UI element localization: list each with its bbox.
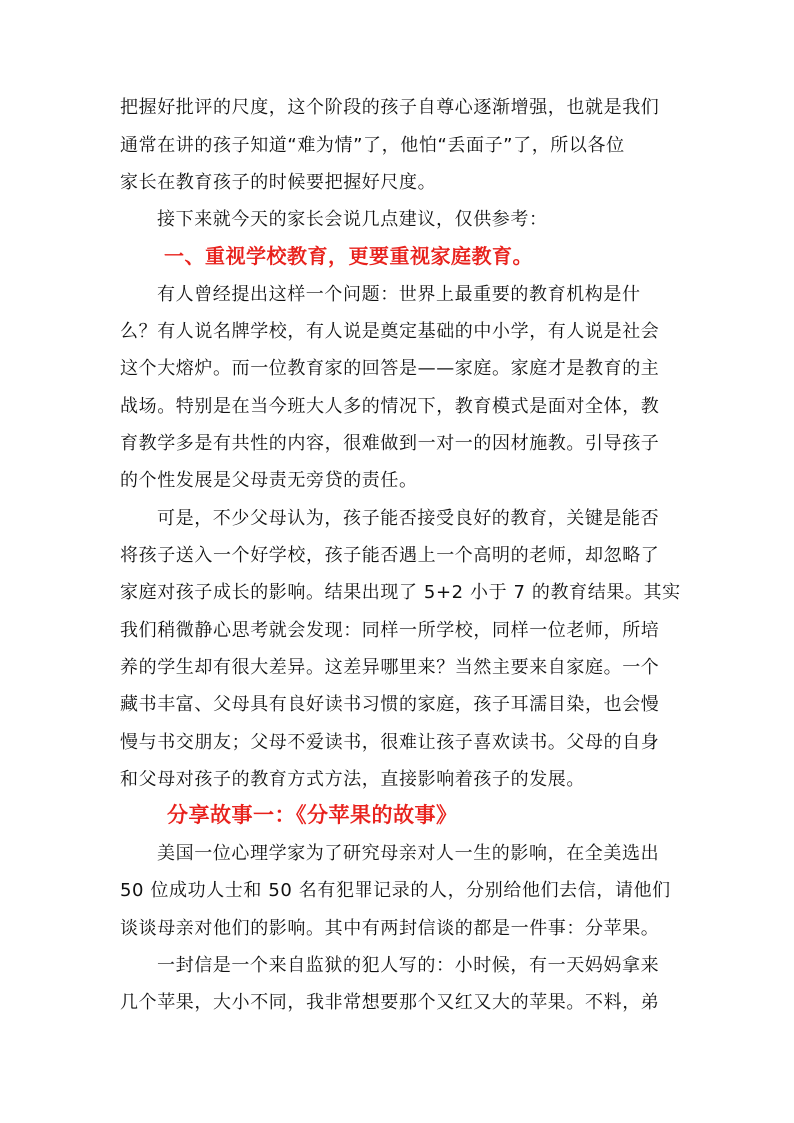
text-line: 几个苹果，大小不同，我非常想要那个又红又大的苹果。不料，弟 [120, 992, 660, 1013]
text-line: 战场。特别是在当今班大人多的情况下，教育模式是面对全体，教 [120, 396, 660, 417]
text-line: 育教学多是有共性的内容，很难做到一对一的因材施教。引导孩子 [120, 433, 660, 454]
text-line: 么？有人说名牌学校，有人说是奠定基础的中小学，有人说是社会 [120, 321, 660, 342]
text-line: 把握好批评的尺度，这个阶段的孩子自尊心逐渐增强，也就是我们 [120, 97, 660, 118]
text-line: 藏书丰富、父母具有良好读书习惯的家庭，孩子耳濡目染，也会慢 [120, 694, 660, 715]
text-line: 有人曾经提出这样一个问题：世界上最重要的教育机构是什 [157, 284, 641, 305]
text-line: 将孩子送入一个好学校，孩子能否遇上一个高明的老师，却忽略了 [120, 545, 660, 566]
text-line: 可是，不少父母认为，孩子能否接受良好的教育，关键是能否 [157, 508, 660, 529]
text-line: 家庭对孩子成长的影响。结果出现了 5+2 小于 7 的教育结果。其实 [120, 582, 681, 603]
text-line: 美国一位心理学家为了研究母亲对人一生的影响，在全美选出 [157, 843, 660, 864]
text-line: 慢与书交朋友；父母不爱读书，很难让孩子喜欢读书。父母的自身 [120, 732, 660, 753]
text-line: 家长在教育孩子的时候要把握好尺度。 [120, 172, 437, 193]
text-line: 和父母对孩子的教育方式方法，直接影响着孩子的发展。 [120, 769, 585, 790]
text-line: 这个大熔炉。而一位教育家的回答是——家庭。家庭才是教育的主 [120, 358, 660, 379]
story-heading: 分享故事一：《分苹果的故事》 [167, 803, 458, 827]
text-line: 接下来就今天的家长会说几点建议，仅供参考： [157, 209, 548, 230]
text-line: 养的学生却有很大差异。这差异哪里来？当然主要来自家庭。一个 [120, 657, 660, 678]
section-heading: 一、重视学校教育，更要重视家庭教育。 [164, 244, 533, 268]
text-line: 通常在讲的孩子知道“难为情”了，他怕“丢面子”了，所以各位 [120, 135, 625, 156]
text-line: 我们稍微静心思考就会发现：同样一所学校，同样一位老师，所培 [120, 620, 660, 641]
text-line: 谈谈母亲对他们的影响。其中有两封信谈的都是一件事：分苹果。 [120, 918, 660, 939]
text-line: 50 位成功人士和 50 名有犯罪记录的人，分别给他们去信，请他们 [120, 880, 671, 901]
text-line: 的个性发展是父母责无旁贷的责任。 [120, 470, 418, 491]
text-line: 一封信是一个来自监狱的犯人写的：小时候，有一天妈妈拿来 [157, 955, 660, 976]
